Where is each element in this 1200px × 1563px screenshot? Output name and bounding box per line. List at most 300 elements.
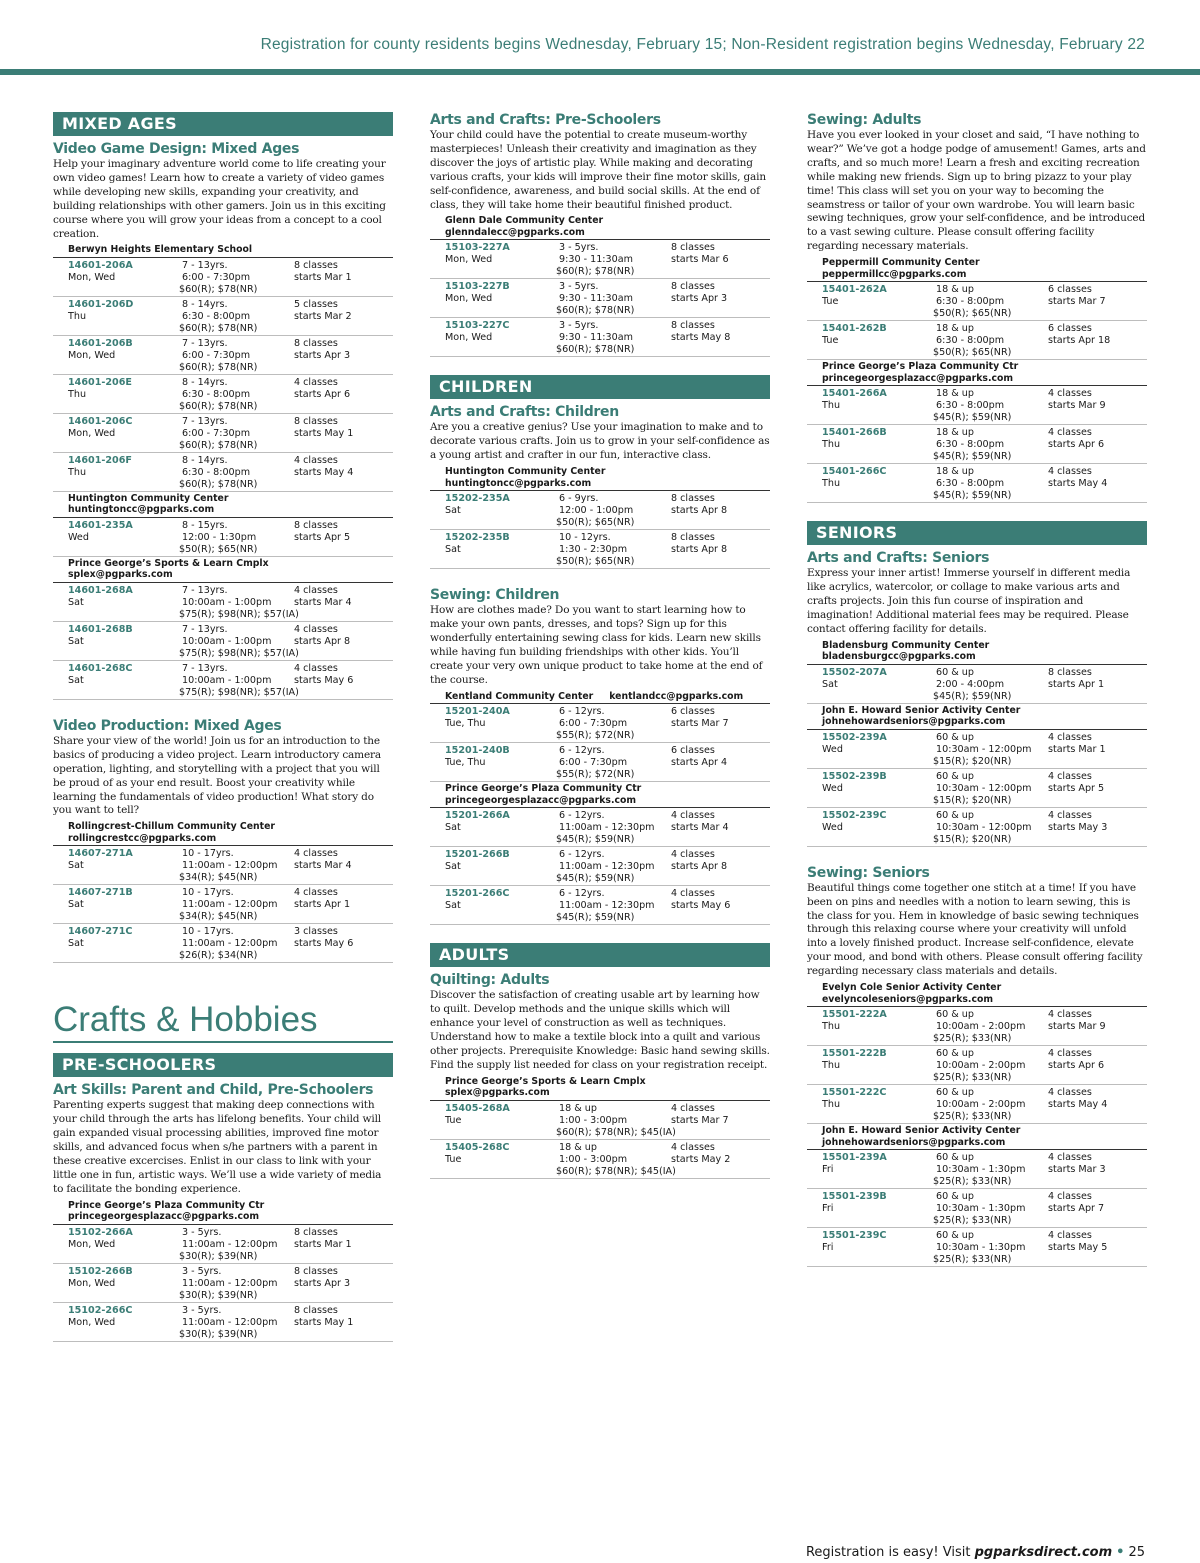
course-code[interactable]: 15103-227C bbox=[445, 320, 510, 332]
class-time: 6:00 - 7:30pm bbox=[559, 757, 628, 769]
location-email[interactable]: glenndalecc@pgparks.com bbox=[445, 226, 585, 238]
class-fee: $60(R); $78(NR); $45(IA) bbox=[556, 1126, 676, 1138]
class-days: Sat bbox=[68, 635, 84, 647]
class-fee: $55(R); $72(NR) bbox=[556, 769, 635, 781]
class-days: Tue bbox=[445, 1114, 462, 1126]
course-spacer bbox=[430, 357, 770, 371]
age-range: 18 & up bbox=[559, 1141, 597, 1153]
class-count: 4 classes bbox=[671, 1102, 715, 1114]
course-spacer bbox=[807, 503, 1147, 517]
class-count: 4 classes bbox=[1048, 809, 1092, 821]
location-name: Prince George’s Plaza Community Ctr bbox=[445, 783, 642, 795]
age-range: 18 & up bbox=[936, 388, 974, 400]
course-code[interactable]: 14601-268C bbox=[68, 662, 133, 674]
start-date: starts Mar 2 bbox=[294, 310, 352, 322]
start-date: starts May 1 bbox=[294, 1316, 354, 1328]
course-code[interactable]: 14607-271A bbox=[68, 848, 133, 860]
class-section-row bbox=[430, 704, 770, 743]
location-header bbox=[53, 557, 393, 583]
class-time: 10:00am - 1:00pm bbox=[182, 674, 272, 686]
age-range: 60 & up bbox=[936, 731, 974, 743]
class-days: Thu bbox=[822, 1060, 841, 1072]
location-name: Glenn Dale Community Center bbox=[445, 215, 604, 227]
course-spacer bbox=[430, 925, 770, 939]
location-name: Kentland Community Center bbox=[445, 690, 594, 702]
start-date: starts May 5 bbox=[1048, 1242, 1108, 1254]
class-count: 8 classes bbox=[671, 281, 715, 293]
course-code[interactable]: 14601-206D bbox=[68, 298, 134, 310]
class-days: Thu bbox=[68, 388, 87, 400]
age-range: 60 & up bbox=[936, 1152, 974, 1164]
class-days: Fri bbox=[822, 1242, 834, 1254]
age-range: 6 - 12yrs. bbox=[559, 745, 605, 757]
class-days: Tue, Thu bbox=[445, 757, 486, 769]
location-header bbox=[430, 782, 770, 808]
location-email[interactable]: bladensburgcc@pgparks.com bbox=[822, 651, 976, 663]
class-fee: $45(R); $59(NR) bbox=[933, 451, 1012, 463]
class-count: 4 classes bbox=[294, 887, 338, 899]
class-section-row bbox=[53, 1264, 393, 1303]
class-fee: $60(R); $78(NR) bbox=[179, 439, 258, 451]
class-count: 4 classes bbox=[294, 376, 338, 388]
class-count: 3 classes bbox=[294, 926, 338, 938]
age-range: 3 - 5yrs. bbox=[559, 281, 599, 293]
class-fee: $25(R); $33(NR) bbox=[933, 1111, 1012, 1123]
class-days: Wed bbox=[68, 531, 89, 543]
class-fee: $26(R); $34(NR) bbox=[179, 950, 258, 962]
class-fee: $25(R); $33(NR) bbox=[933, 1033, 1012, 1045]
class-section-row bbox=[807, 1046, 1147, 1085]
class-fee: $50(R); $65(NR) bbox=[933, 308, 1012, 320]
course-title: Arts and Crafts: Children bbox=[430, 404, 619, 421]
location-email[interactable]: peppermillcc@pgparks.com bbox=[822, 268, 967, 280]
location-email[interactable]: princegeorgesplazacc@pgparks.com bbox=[68, 1211, 260, 1223]
class-section-row bbox=[53, 1225, 393, 1264]
class-section-row bbox=[807, 1007, 1147, 1046]
class-fee: $45(R); $59(NR) bbox=[933, 690, 1012, 702]
class-time: 6:00 - 7:30pm bbox=[182, 427, 251, 439]
age-range: 60 & up bbox=[936, 1191, 974, 1203]
course-code[interactable]: 15103-227B bbox=[445, 281, 510, 293]
course-code[interactable]: 14601-206A bbox=[68, 259, 133, 271]
class-time: 6:30 - 8:00pm bbox=[182, 310, 251, 322]
location-email[interactable]: rollingcrestcc@pgparks.com bbox=[68, 832, 217, 844]
start-date: starts Mar 4 bbox=[671, 822, 729, 834]
start-date: starts Apr 6 bbox=[294, 388, 351, 400]
course-code[interactable]: 14601-206E bbox=[68, 376, 132, 388]
course-code[interactable]: 15201-266B bbox=[445, 849, 510, 861]
age-range: 18 & up bbox=[936, 427, 974, 439]
class-section-row bbox=[807, 1150, 1147, 1189]
course-description: How are clothes made? Do you want to start learning how to make your own pants, dresses, and tops? Sign up for this wonderfully entertaining sewing class for kids. Learn new skills while having fun building friendships with other kids. You’ll create your very own unique product to take home at the end of the course. bbox=[430, 604, 763, 686]
class-count: 6 classes bbox=[671, 706, 715, 718]
age-range: 6 - 12yrs. bbox=[559, 810, 605, 822]
start-date: starts Apr 7 bbox=[1048, 1203, 1105, 1215]
course-description: Your child could have the potential to create museum-worthy masterpieces! Unleash their creativity and imagination as they discover the joys of artistic play. While making and decorating various crafts, your kids will improve their fine motor skills, gain self-confidence, awareness, and build social skills. At the end of class, they will take home their beautiful finished product. bbox=[430, 129, 766, 211]
course-code[interactable]: 14601-235A bbox=[68, 519, 133, 531]
class-fee: $45(R); $59(NR) bbox=[556, 834, 635, 846]
start-date: starts May 4 bbox=[1048, 1099, 1108, 1111]
class-days: Mon, Wed bbox=[68, 1277, 116, 1289]
course-code[interactable]: 15501-222C bbox=[822, 1087, 887, 1099]
start-date: starts May 6 bbox=[294, 674, 354, 686]
start-date: starts Apr 5 bbox=[294, 531, 351, 543]
location-header bbox=[807, 1124, 1147, 1150]
page-footer bbox=[0, 1545, 1145, 1560]
class-fee: $30(R); $39(NR) bbox=[179, 1328, 258, 1340]
class-days: Tue, Thu bbox=[445, 718, 486, 730]
course-code[interactable]: 15501-222A bbox=[822, 1009, 887, 1021]
class-fee: $45(R); $59(NR) bbox=[933, 412, 1012, 424]
course-code[interactable]: 14601-268A bbox=[68, 584, 133, 596]
course-code[interactable]: 15201-240A bbox=[445, 706, 510, 718]
class-count: 4 classes bbox=[1048, 1191, 1092, 1203]
class-section-row bbox=[430, 1140, 770, 1179]
class-days: Thu bbox=[822, 478, 841, 490]
age-range: 7 - 13yrs. bbox=[182, 259, 228, 271]
location-header bbox=[430, 1075, 770, 1101]
class-section-row bbox=[53, 297, 393, 336]
class-days: Sat bbox=[445, 900, 461, 912]
course-code[interactable]: 15401-266C bbox=[822, 466, 887, 478]
class-time: 9:30 - 11:30am bbox=[559, 293, 633, 305]
course-description: Help your imaginary adventure world come to life creating your own video games! Learn how to create a variety of video games while developing new skills, expanding your creativity, and building relationships with other gamers. Join us in this exciting course where you will grow your ideas from a concept to a cool creation. bbox=[53, 158, 386, 240]
class-fee: $60(R); $78(NR) bbox=[179, 283, 258, 295]
location-name: Evelyn Cole Senior Activity Center bbox=[822, 982, 1002, 994]
age-range: 60 & up bbox=[936, 1230, 974, 1242]
location-email[interactable]: johnehowardseniors@pgparks.com bbox=[822, 716, 1006, 728]
class-section-row bbox=[807, 321, 1147, 360]
course-code[interactable]: 14601-268B bbox=[68, 623, 133, 635]
course-block bbox=[53, 717, 393, 963]
course-code[interactable]: 15103-227A bbox=[445, 242, 510, 254]
class-days: Thu bbox=[68, 466, 87, 478]
course-title: Video Game Design: Mixed Ages bbox=[53, 141, 300, 157]
class-time: 6:30 - 8:00pm bbox=[936, 335, 1005, 347]
class-section-row bbox=[807, 730, 1147, 769]
course-block bbox=[807, 549, 1147, 847]
class-section-row bbox=[430, 743, 770, 782]
class-days: Sat bbox=[445, 544, 461, 556]
class-time: 10:30am - 1:30pm bbox=[936, 1164, 1026, 1176]
class-section-row bbox=[807, 1228, 1147, 1267]
start-date: starts Mar 7 bbox=[671, 1114, 729, 1126]
class-count: 4 classes bbox=[294, 623, 338, 635]
class-time: 11:00am - 12:30pm bbox=[559, 900, 655, 912]
class-days: Sat bbox=[445, 505, 461, 517]
course-title: Arts and Crafts: Pre-Schoolers bbox=[430, 112, 661, 128]
class-count: 8 classes bbox=[294, 259, 338, 271]
age-range: 10 - 17yrs. bbox=[182, 848, 234, 860]
class-days: Tue bbox=[445, 1153, 462, 1165]
class-time: 11:00am - 12:00pm bbox=[182, 1316, 278, 1328]
course-title: Arts and Crafts: Seniors bbox=[807, 550, 990, 567]
class-count: 4 classes bbox=[671, 1141, 715, 1153]
class-fee: $60(R); $78(NR) bbox=[179, 478, 258, 490]
course-block bbox=[430, 586, 770, 925]
class-count: 8 classes bbox=[671, 242, 715, 254]
class-time: 6:30 - 8:00pm bbox=[182, 466, 251, 478]
age-range: 7 - 13yrs. bbox=[182, 584, 228, 596]
section-band: SENIORS bbox=[807, 521, 1147, 545]
class-count: 6 classes bbox=[1048, 284, 1092, 296]
class-days: Tue bbox=[822, 296, 839, 308]
course-code[interactable]: 15501-239B bbox=[822, 1191, 887, 1203]
location-name: Rollingcrest-Chillum Community Center bbox=[68, 821, 275, 833]
location-header bbox=[430, 214, 770, 240]
course-code[interactable]: 15102-266B bbox=[68, 1265, 133, 1277]
start-date: starts May 8 bbox=[671, 332, 731, 344]
course-code[interactable]: 15202-235B bbox=[445, 532, 510, 544]
column-1 bbox=[53, 108, 393, 1356]
footer-text: Registration is easy! Visit bbox=[805, 1545, 971, 1560]
start-date: starts May 4 bbox=[294, 466, 354, 478]
course-block bbox=[430, 111, 770, 357]
class-count: 8 classes bbox=[671, 532, 715, 544]
course-description: Share your view of the world! Join us for an introduction to the basics of producing a video project. Learn introductory camera operation, lighting, and storytelling with a project that you will be proud of as your end result. Boost your creativity while learning the fundamentals of video production! What story do you want to tell? bbox=[53, 734, 382, 817]
location-name: Huntington Community Center bbox=[445, 466, 606, 478]
location-header bbox=[807, 704, 1147, 730]
class-days: Mon, Wed bbox=[68, 349, 116, 361]
class-time: 10:30am - 12:00pm bbox=[936, 821, 1032, 833]
class-time: 6:00 - 7:30pm bbox=[182, 271, 251, 283]
class-section-row bbox=[430, 808, 770, 847]
class-time: 10:30am - 1:30pm bbox=[936, 1203, 1026, 1215]
location-email[interactable]: splex@pgparks.com bbox=[68, 569, 173, 581]
course-block bbox=[53, 140, 393, 700]
start-date: starts Mar 1 bbox=[294, 1238, 352, 1250]
course-code[interactable]: 14601-206F bbox=[68, 454, 132, 466]
location-header bbox=[53, 820, 393, 846]
location-header bbox=[807, 981, 1147, 1007]
class-time: 10:30am - 12:00pm bbox=[936, 782, 1032, 794]
class-days: Sat bbox=[822, 678, 838, 690]
class-time: 6:00 - 7:30pm bbox=[559, 718, 628, 730]
start-date: starts Mar 1 bbox=[294, 271, 352, 283]
location-header bbox=[53, 1199, 393, 1225]
course-code[interactable]: 15405-268A bbox=[445, 1102, 510, 1114]
course-code[interactable]: 15501-239A bbox=[822, 1152, 887, 1164]
class-section-row bbox=[53, 846, 393, 885]
course-title: Video Production: Mixed Ages bbox=[53, 717, 282, 734]
class-time: 6:30 - 8:00pm bbox=[182, 388, 251, 400]
course-code[interactable]: 15502-207A bbox=[822, 666, 887, 678]
course-spacer bbox=[430, 569, 770, 583]
class-fee: $25(R); $33(NR) bbox=[933, 1215, 1012, 1227]
course-block bbox=[430, 403, 770, 569]
start-date: starts Mar 9 bbox=[1048, 400, 1106, 412]
location-email[interactable]: huntingtoncc@pgparks.com bbox=[68, 504, 215, 516]
section-band: CHILDREN bbox=[430, 375, 770, 399]
class-count: 6 classes bbox=[1048, 323, 1092, 335]
class-time: 10:00am - 2:00pm bbox=[936, 1060, 1026, 1072]
class-section-row bbox=[807, 665, 1147, 704]
class-days: Mon, Wed bbox=[68, 271, 116, 283]
start-date: starts Mar 4 bbox=[294, 860, 352, 872]
class-time: 11:00am - 12:00pm bbox=[182, 1277, 278, 1289]
course-code[interactable]: 15102-266C bbox=[68, 1304, 133, 1316]
footer-link[interactable]: pgparksdirect.com bbox=[974, 1545, 1113, 1560]
course-code[interactable]: 15405-268C bbox=[445, 1141, 510, 1153]
location-email[interactable]: princegeorgesplazacc@pgparks.com bbox=[822, 372, 1014, 384]
age-range: 18 & up bbox=[936, 466, 974, 478]
location-name: Prince George’s Plaza Community Ctr bbox=[822, 361, 1019, 373]
class-section-row bbox=[807, 386, 1147, 425]
age-range: 18 & up bbox=[936, 323, 974, 335]
page-number: 25 bbox=[1128, 1545, 1145, 1560]
class-count: 4 classes bbox=[671, 888, 715, 900]
course-code[interactable]: 15202-235A bbox=[445, 493, 510, 505]
class-time: 1:00 - 3:00pm bbox=[559, 1114, 628, 1126]
start-date: starts Apr 5 bbox=[1048, 782, 1105, 794]
start-date: starts May 4 bbox=[1048, 478, 1108, 490]
location-header bbox=[807, 639, 1147, 665]
class-count: 8 classes bbox=[294, 1304, 338, 1316]
start-date: starts Mar 7 bbox=[1048, 296, 1106, 308]
age-range: 3 - 5yrs. bbox=[182, 1304, 222, 1316]
course-title: Sewing: Adults bbox=[807, 112, 922, 128]
location-email[interactable]: kentlandcc@pgparks.com bbox=[609, 690, 744, 702]
class-days: Sat bbox=[445, 822, 461, 834]
header-rule bbox=[0, 69, 1200, 75]
class-fee: $15(R); $20(NR) bbox=[933, 794, 1012, 806]
location-email[interactable]: princegeorgesplazacc@pgparks.com bbox=[445, 794, 637, 806]
class-time: 11:00am - 12:00pm bbox=[182, 1238, 278, 1250]
class-count: 8 classes bbox=[1048, 666, 1092, 678]
section-band: MIXED AGES bbox=[53, 112, 393, 136]
class-count: 8 classes bbox=[671, 493, 715, 505]
class-fee: $50(R); $65(NR) bbox=[179, 543, 258, 555]
start-date: starts Apr 1 bbox=[294, 899, 351, 911]
class-days: Sat bbox=[68, 938, 84, 950]
location-header bbox=[53, 243, 393, 258]
class-section-row bbox=[807, 808, 1147, 847]
course-code[interactable]: 15401-262B bbox=[822, 323, 887, 335]
age-range: 10 - 17yrs. bbox=[182, 926, 234, 938]
course-block bbox=[430, 971, 770, 1178]
start-date: starts Apr 8 bbox=[671, 505, 728, 517]
course-description: Are you a creative genius? Use your imagination to make and to decorate various crafts. Join us to grow in your self-confidence as a young artist and crafter in our fun, interactive class. bbox=[430, 421, 770, 462]
course-code[interactable]: 15401-262A bbox=[822, 284, 887, 296]
course-description: Beautiful things come together one stitch at a time! If you have been on pins and needles with a notion to learn sewing, this is the class for you. Hem in knowledge of basic sewing techniques through this relaxing course where your creativity will unfold into a lovely finished product. Increase self-confidence, elevate your mood, and bond with others. Please consult offering facility regarding necessary class materials and details. bbox=[807, 881, 1143, 978]
course-spacer bbox=[807, 1267, 1147, 1281]
course-code[interactable]: 14607-271C bbox=[68, 926, 133, 938]
class-fee: $60(R); $78(NR) bbox=[179, 361, 258, 373]
location-header bbox=[53, 492, 393, 518]
course-code[interactable]: 15502-239B bbox=[822, 770, 887, 782]
course-code[interactable]: 14601-206C bbox=[68, 415, 133, 427]
location-email[interactable]: johnehowardseniors@pgparks.com bbox=[822, 1136, 1006, 1148]
class-section-row bbox=[53, 375, 393, 414]
class-days: Mon, Wed bbox=[445, 332, 493, 344]
class-fee: $60(R); $78(NR); $45(IA) bbox=[556, 1165, 676, 1177]
class-time: 6:30 - 8:00pm bbox=[936, 400, 1005, 412]
age-range: 60 & up bbox=[936, 1009, 974, 1021]
age-range: 3 - 5yrs. bbox=[182, 1265, 222, 1277]
location-email[interactable]: huntingtoncc@pgparks.com bbox=[445, 477, 592, 489]
class-count: 8 classes bbox=[671, 320, 715, 332]
age-range: 7 - 13yrs. bbox=[182, 415, 228, 427]
start-date: starts Apr 4 bbox=[671, 757, 728, 769]
class-time: 12:00 - 1:30pm bbox=[182, 531, 257, 543]
location-email[interactable]: splex@pgparks.com bbox=[445, 1087, 550, 1099]
class-time: 12:00 - 1:00pm bbox=[559, 505, 634, 517]
class-days: Thu bbox=[822, 1021, 841, 1033]
age-range: 3 - 5yrs. bbox=[559, 242, 599, 254]
class-fee: $25(R); $33(NR) bbox=[933, 1254, 1012, 1266]
age-range: 60 & up bbox=[936, 1087, 974, 1099]
class-time: 6:30 - 8:00pm bbox=[936, 478, 1005, 490]
course-code[interactable]: 15201-266A bbox=[445, 810, 510, 822]
class-fee: $60(R); $78(NR) bbox=[179, 400, 258, 412]
location-name: Prince George’s Sports & Learn Cmplx bbox=[445, 1075, 646, 1087]
course-code[interactable]: 15201-240B bbox=[445, 745, 510, 757]
section-band: ADULTS bbox=[430, 943, 770, 967]
class-count: 4 classes bbox=[1048, 770, 1092, 782]
start-date: starts May 3 bbox=[1048, 821, 1108, 833]
course-code[interactable]: 15501-222B bbox=[822, 1048, 887, 1060]
class-days: Wed bbox=[822, 743, 843, 755]
course-code[interactable]: 14607-271B bbox=[68, 887, 133, 899]
course-spacer bbox=[53, 963, 393, 977]
course-description: Express your inner artist! Immerse yourself in different media like acrylics, watercolor, or collage to make various arts and crafts projects. Join this fun course of inspiration and imagination! Additional material fees may be required. Please contact offering facility for details. bbox=[807, 567, 1131, 635]
class-section-row bbox=[53, 414, 393, 453]
class-days: Sat bbox=[68, 860, 84, 872]
category-heading: Crafts & Hobbies bbox=[53, 1001, 393, 1043]
class-section-row bbox=[53, 518, 393, 557]
class-days: Mon, Wed bbox=[68, 427, 116, 439]
course-code[interactable]: 15102-266A bbox=[68, 1226, 133, 1238]
class-time: 11:00am - 12:30pm bbox=[559, 861, 655, 873]
class-fee: $55(R); $72(NR) bbox=[556, 730, 635, 742]
course-code[interactable]: 15502-239C bbox=[822, 809, 887, 821]
location-name: John E. Howard Senior Activity Center bbox=[822, 1125, 1021, 1137]
section-band: PRE-SCHOOLERS bbox=[53, 1053, 393, 1077]
class-days: Fri bbox=[822, 1203, 834, 1215]
location-header bbox=[807, 360, 1147, 386]
course-code[interactable]: 15501-239C bbox=[822, 1230, 887, 1242]
class-fee: $15(R); $20(NR) bbox=[933, 833, 1012, 845]
class-section-row bbox=[430, 240, 770, 279]
class-count: 4 classes bbox=[671, 810, 715, 822]
course-code[interactable]: 14601-206B bbox=[68, 337, 133, 349]
class-count: 4 classes bbox=[1048, 1009, 1092, 1021]
start-date: starts May 6 bbox=[294, 938, 354, 950]
age-range: 10 - 12yrs. bbox=[559, 532, 611, 544]
age-range: 8 - 15yrs. bbox=[182, 519, 228, 531]
course-title: Sewing: Children bbox=[430, 587, 560, 604]
course-code[interactable]: 15201-266C bbox=[445, 888, 510, 900]
course-code[interactable]: 15401-266A bbox=[822, 388, 887, 400]
class-fee: $60(R); $78(NR) bbox=[556, 266, 635, 278]
class-section-row bbox=[430, 847, 770, 886]
course-code[interactable]: 15502-239A bbox=[822, 731, 887, 743]
start-date: starts Apr 6 bbox=[1048, 439, 1105, 451]
start-date: starts Apr 8 bbox=[294, 635, 351, 647]
start-date: starts May 1 bbox=[294, 427, 354, 439]
location-email[interactable]: evelyncoleseniors@pgparks.com bbox=[822, 993, 994, 1005]
course-code[interactable]: 15401-266B bbox=[822, 427, 887, 439]
class-section-row bbox=[430, 530, 770, 569]
age-range: 7 - 13yrs. bbox=[182, 337, 228, 349]
start-date: starts Apr 8 bbox=[671, 861, 728, 873]
class-section-row bbox=[53, 622, 393, 661]
class-section-row bbox=[430, 318, 770, 357]
course-spacer bbox=[53, 700, 393, 714]
age-range: 6 - 12yrs. bbox=[559, 706, 605, 718]
registration-banner: Registration for county residents begins Wednesday, February 15; Non-Resident registration begins Wednesday, February 22 bbox=[260, 36, 1145, 53]
age-range: 10 - 17yrs. bbox=[182, 887, 234, 899]
